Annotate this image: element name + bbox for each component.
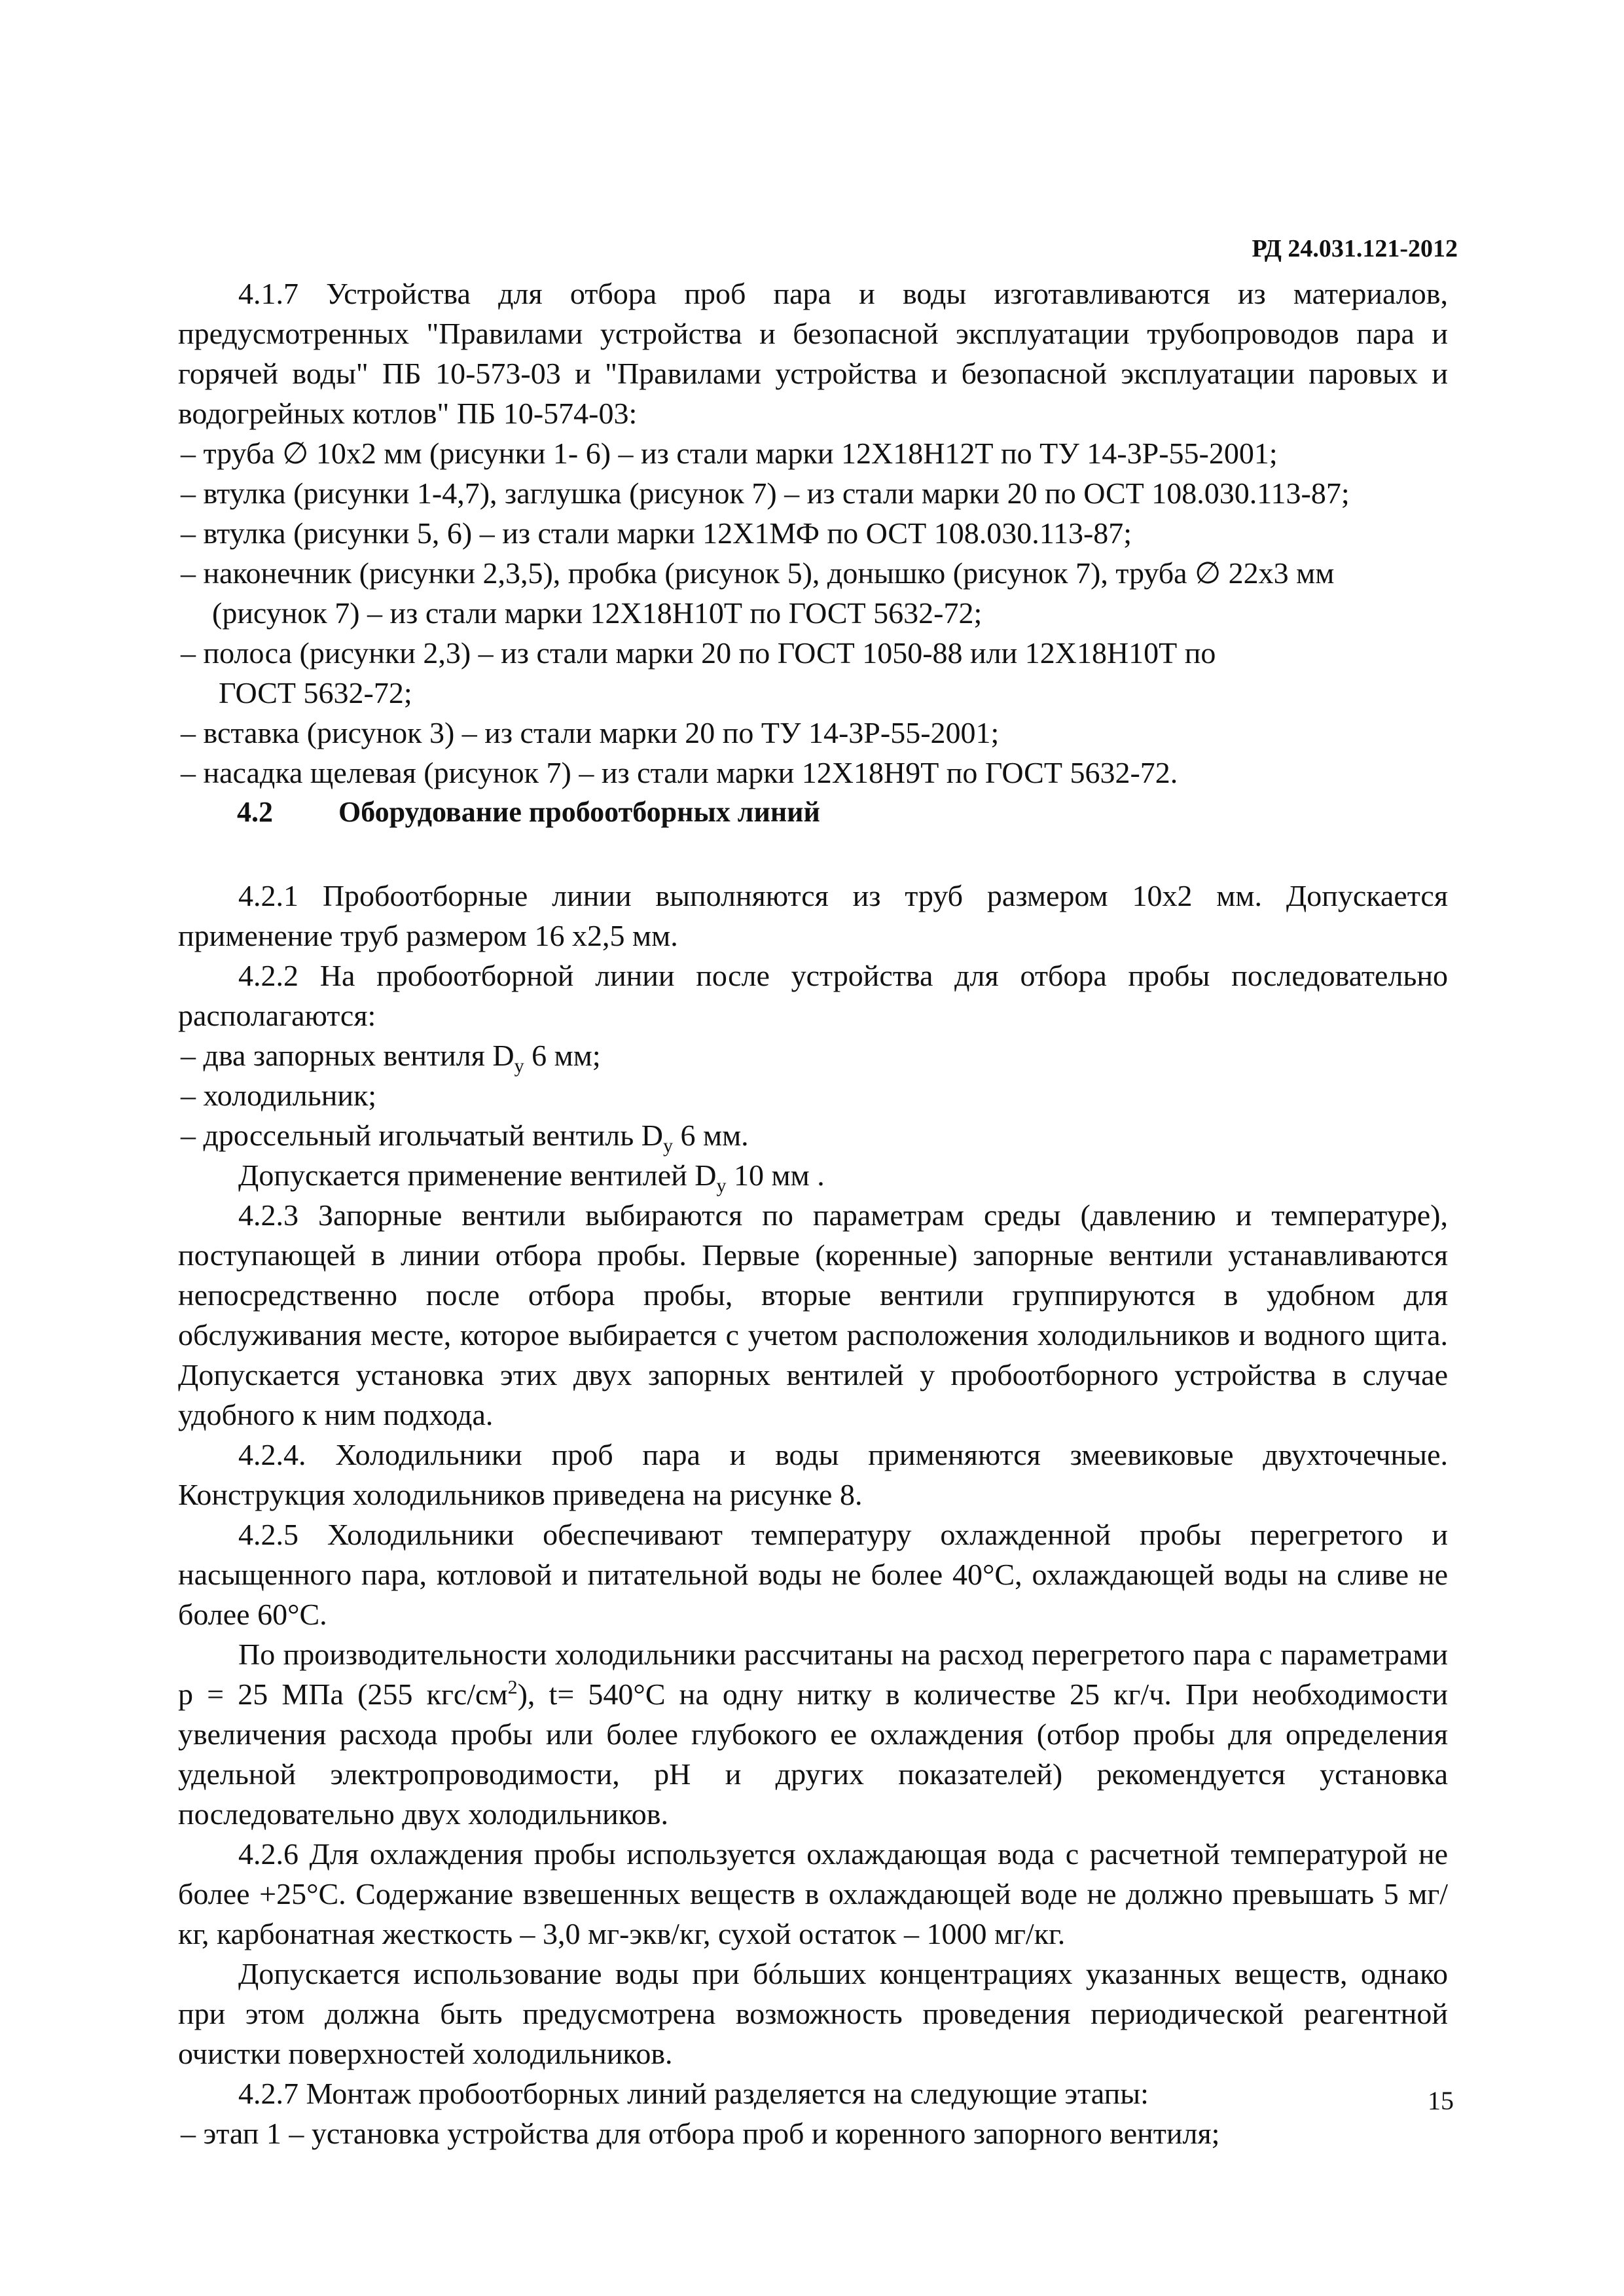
list-item: – втулка (рисунки 5, 6) – из стали марки 12Х1МФ по ОСТ 108.030.113-87;	[181, 516, 1132, 550]
list-item: – этап 1 – установка устройства для отбора проб и коренного запорного вентиля;	[181, 2117, 1220, 2150]
clause-4-2-6-note: Допускается использование воды при бóльших концентрациях указанных веществ, однако при этом должна быть предусмотрена возможность проведения периодической реагентной очистки поверхностей холодильников.	[178, 1957, 1448, 2070]
list-item: – втулка (рисунки 1-4,7), заглушка (рисунок 7) – из стали марки 20 по ОСТ 108.030.113-87;	[181, 476, 1350, 510]
section-number: 4.2	[237, 796, 273, 828]
section-heading	[237, 793, 820, 831]
clause-4-2-4: 4.2.4. Холодильники проб пара и воды применяются змеевиковые двухточечные. Конструкция холодильников приведена на рисунке 8.	[178, 1438, 1448, 1511]
list-item: – дроссельный игольчатый вентиль $D_у$ 6 мм.	[181, 1119, 749, 1157]
clause-4-2-1: 4.2.1 Пробоотборные линии выполняются из труб размером 10х2 мм. Допускается применение труб размером 16 х2,5 мм.	[178, 879, 1448, 952]
clause-4-2-2: 4.2.2 На пробоотборной линии после устройства для отбора пробы последовательно располагаются:	[178, 959, 1448, 1032]
list-item-continued: (рисунок 7) – из стали марки 12Х18Н10Т по ГОСТ 5632-72;	[212, 596, 983, 630]
clause-4-2-5: 4.2.5 Холодильники обеспечивают температуру охлажденной пробы перегретого и насыщенного пара, котловой и питательной воды не более 40°С, охлаждающей воды на сливе не более 60°С.	[178, 1518, 1448, 1631]
materials-clause	[178, 274, 1448, 793]
list-item: – труба ∅ 10х2 мм (рисунки 1- 6) – из стали марки 12Х18Н12Т по ТУ 14-3Р-55-2001;	[181, 437, 1278, 470]
list-item: – наконечник (рисунки 2,3,5), пробка (рисунок 5), донышко (рисунок 7), труба ∅ 22х3 мм	[181, 556, 1335, 590]
list-item: – насадка щелевая (рисунок 7) – из стали марки 12Х18Н9Т по ГОСТ 5632-72.	[181, 756, 1178, 789]
page-number: 15	[1428, 2086, 1454, 2115]
list-item-continued: ГОСТ 5632-72;	[219, 676, 412, 709]
clause-4-1-7: 4.1.7 Устройства для отбора проб пара и воды изготавливаются из материалов, предусмотренных "Правилами устройства и безопасной эксплуатации трубопроводов пара и горячей воды" ПБ 10-573-03 и "Правилами устройства и безопасной эксплуатации паровых и водогрейных котлов" ПБ 10-574-03:	[178, 277, 1448, 430]
list-item: – два запорных вентиля $D_у$ 6 мм;	[181, 1039, 601, 1077]
clause-4-2-3: 4.2.3 Запорные вентили выбираются по параметрам среды (давлению и температуре), поступающей в линии отбора пробы. Первые (коренные) запорные вентили устанавливаются непосредственно после отбора пробы, вторые вентили группируются в удобном для обслуживания месте, которое выбирается с учетом расположения холодильников и водного щита. Допускается установка этих двух запорных вентилей у пробоотборного устройства в случае удобного к ним подхода.	[178, 1198, 1448, 1431]
clause-4-2-6: 4.2.6 Для охлаждения пробы используется охлаждающая вода с расчетной температурой не более +25°С. Содержание взвешенных веществ в охлаждающей воде не должно превышать 5 мг/кг, карбонатная жесткость – 3,0 мг-экв/кг, сухой остаток – 1000 мг/кг.	[178, 1837, 1448, 1950]
list-item: – полоса (рисунки 2,3) – из стали марки 20 по ГОСТ 1050-88 или 12Х18Н10Т по	[181, 636, 1216, 670]
clause-4-2-7: 4.2.7 Монтаж пробоотборных линий разделяется на следующие этапы:	[238, 2077, 1149, 2110]
clause-4-2-5-capacity: По производительности холодильники рассчитаны на расход перегретого пара с параметрами р = 25 МПа (255 кгс/$см^2$), t= 540°С на одну нитку в количестве 25 кг/ч. При необходимости увеличения расхода пробы или более глубокого ее охлаждения (отбор пробы для определения удельной электропроводимости, рН и других показателей) рекомендуется установка последовательно двух холодильников.	[178, 1638, 1449, 1831]
allowance-note: Допускается применение вентилей $D_у$ 10 мм .	[238, 1158, 825, 1197]
section-title: Оборудование пробоотборных линий	[338, 796, 820, 828]
equipment-clauses	[178, 876, 1448, 2153]
list-item: – холодильник;	[181, 1079, 377, 1112]
list-item: – вставка (рисунок 3) – из стали марки 20 по ТУ 14-3Р-55-2001;	[181, 716, 1000, 749]
document-code: РД 24.031.121-2012	[1252, 235, 1458, 262]
